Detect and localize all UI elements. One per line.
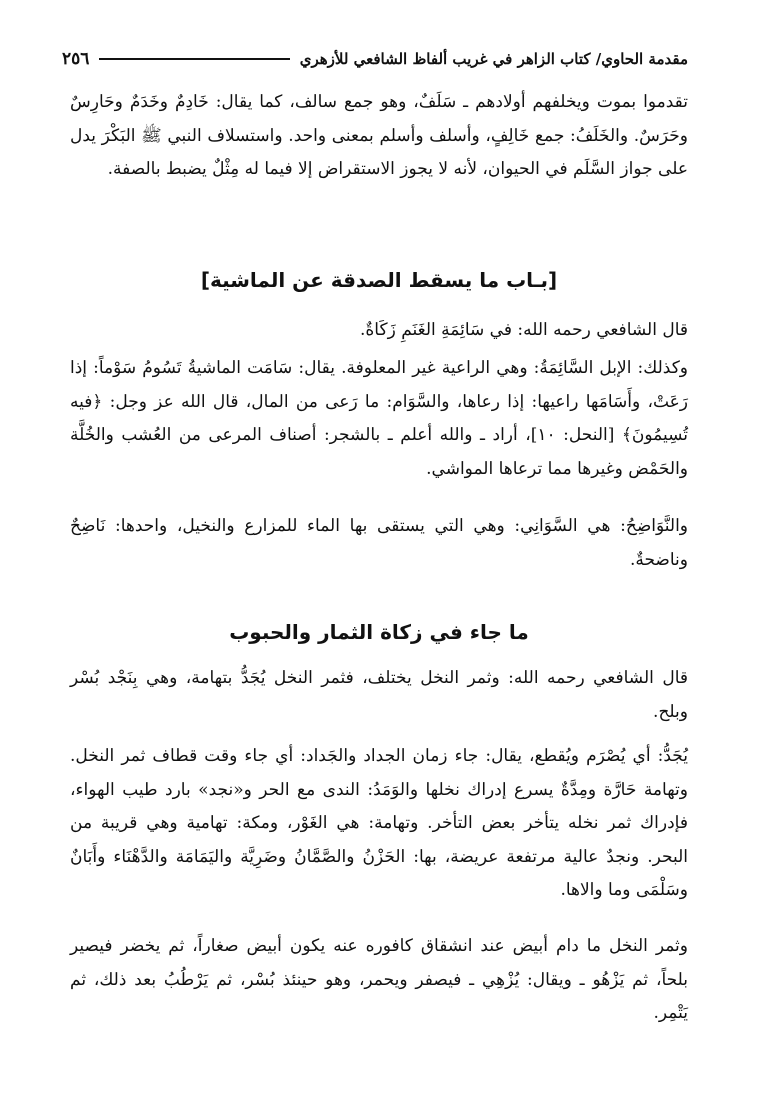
page-number: ٢٥٦ — [62, 49, 90, 69]
paragraph-shafii-quote-livestock: قال الشافعي رحمه الله: في سَائِمَةِ الغَنَمِ زَكَاةٌ. — [360, 320, 688, 340]
paragraph-salaf: تقدموا بموت ويخلفهم أولادهم ـ سَلَفٌ، وهو جمع سالف، كما يقال: خَادِمٌ وخَدَمٌ وحَارِسٌ وحَرَسٌ. والخَلَفُ: جمع خَالِفٍ، وأسلف وأسلم بمعنى واحد. واستسلاف النبي ﷺ البَكْرَ يدل على جواز السَّلَم في الحيوان، لأنه لا يجوز الاستقراض إلا فيما له مِثْلٌ يضبط بالصفة. — [70, 92, 688, 179]
section-heading-fruits-grains: ما جاء في زكاة الثمار والحبوب — [229, 620, 529, 644]
running-title: مقدمة الحاوي/ كتاب الزاهر في غريب ألفاظ الشافعي للأزهري — [299, 50, 688, 68]
paragraph-date-stages: وثمر النخل ما دام أبيض عند انشقاق كافوره عنه يكون أبيض صغاراً، ثم يخضر فيصير بلحاً، ثم يَزْهُو ـ ويقال: يُزْهِي ـ فيصفر ويحمر، وهو حينئذ بُسْر، ثم يَرْطُبُ بعد ذلك، ثم يَتْمِر. — [70, 936, 688, 1023]
section-heading-livestock: [بـاب ما يسقط الصدقة عن الماشية] — [200, 268, 558, 292]
paragraph-shafii-quote-dates: قال الشافعي رحمه الله: وثمر النخل يختلف، فثمر النخل يُجَدُّ بتهامة، وهي بِنَجْد بُسْر وبلح. — [70, 668, 688, 722]
paragraph-yujadd-definition: يُجَدُّ: أي يُصْرَم ويُقطع، يقال: جاء زمان الجداد والجَداد: أي جاء وقت قطاف ثمر النخل. وتهامة حَارَّة ومِدَّةٌ يسرع إدراك نخلها والوَمَدُ: الندى مع الحر و«نجد» بارد طيب الهواء، فإدراك ثمر نخله يتأخر بعض التأخر. وتهامة: هي الغَوْر، ومكة: تهامية وهي قريبة من البحر. ونجدٌ عالية مرتفعة عريضة، بها: الحَزْنُ والصَّمَّانُ وضَرِيَّة واليَمَامَة والدَّهْنَاء وأَبَانٌ وسَلْمَى وما والاها. — [70, 746, 688, 900]
paragraph-nawadih: والنَّوَاضِحُ: هي السَّوَانِي: وهي التي يستقى بها الماء للمزارع والنخيل، واحدها: نَاضِحٌ وناضحةٌ. — [70, 516, 688, 570]
running-header — [62, 44, 688, 74]
header-rule — [99, 58, 289, 60]
paragraph-saimah-definition: وكذلك: الإبل السَّائِمَةُ: وهي الراعية غير المعلوفة. يقال: سَامَت الماشيةُ تَسُومُ سَوْماً: إذا رَعَتْ، وأَسَامَها راعيها: إذا رعاها، والسَّوَام: ما رَعى من المال، قال الله عز وجل: ﴿فيه تُسِيمُونَ﴾ [النحل: ١٠]، أراد ـ والله أعلم ـ بالشجر: أصناف المرعى من العُشب والخُلَّة والحَمْض وغيرها مما ترعاها المواشي. — [70, 358, 688, 479]
